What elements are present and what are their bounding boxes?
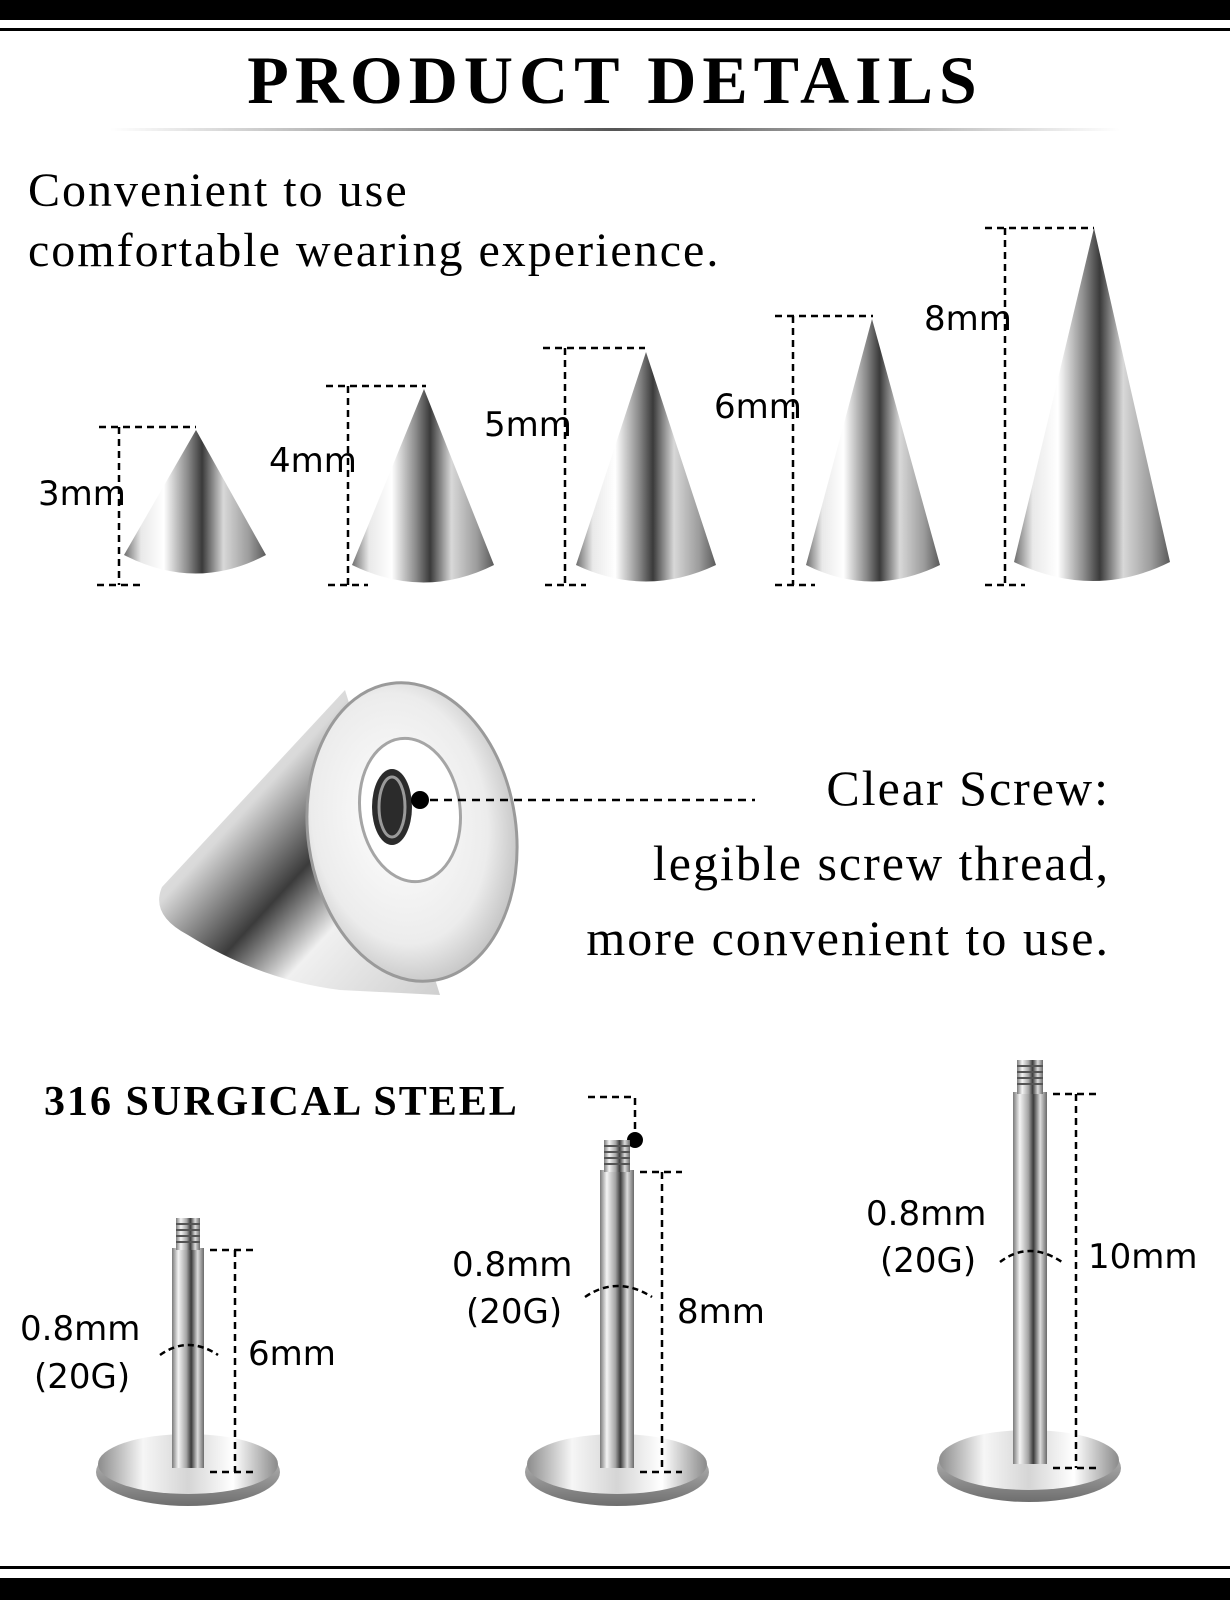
post-gauge-mm: 0.8mm [866, 1194, 987, 1234]
post-length: 10mm [1088, 1237, 1198, 1277]
screw-feature-title: Clear Screw: [826, 760, 1110, 816]
page-title: PRODUCT DETAILS [247, 42, 983, 118]
spike-4mm [269, 386, 494, 585]
post-gauge-g: (20G) [880, 1241, 977, 1281]
spike-5mm [484, 348, 716, 585]
title-underline [110, 128, 1120, 131]
post-gauge-mm: 0.8mm [452, 1245, 573, 1285]
post-thread-icon [604, 1140, 630, 1172]
top-border [0, 0, 1230, 31]
length-bracket [1053, 1094, 1098, 1468]
post-length: 8mm [677, 1292, 765, 1332]
spike-3mm [38, 427, 266, 585]
spike-size-label: 6mm [714, 387, 802, 427]
callout-dot [411, 791, 429, 809]
post-rod-icon [172, 1248, 204, 1468]
spike-8mm [924, 228, 1170, 585]
post-length: 6mm [248, 1334, 336, 1374]
bottom-border [0, 1566, 1230, 1600]
post-rod-icon [1013, 1092, 1047, 1464]
labret-post-6mm [20, 1218, 336, 1506]
spike-cone-icon [124, 430, 266, 574]
spike-size-label: 3mm [38, 474, 126, 514]
material-label: 316 SURGICAL STEEL [44, 1079, 519, 1125]
spike-cone-icon [806, 319, 940, 582]
length-bracket [640, 1172, 682, 1472]
spike-cone-icon [1014, 228, 1170, 581]
spike-cone-icon [576, 352, 716, 582]
spike-size-label: 8mm [924, 299, 1012, 339]
labret-post-8mm [452, 1140, 765, 1506]
post-gauge-g: (20G) [466, 1292, 563, 1332]
spike-size-label: 4mm [269, 441, 357, 481]
spike-sizes-row [38, 228, 1170, 585]
spike-size-label: 5mm [484, 405, 572, 445]
post-gauge-mm: 0.8mm [20, 1309, 141, 1349]
intro-line-2: comfortable wearing experience. [28, 224, 721, 277]
spike-cone-icon [352, 389, 494, 583]
screw-feature-line-2: legible screw thread, [652, 835, 1110, 891]
post-gauge-g: (20G) [34, 1357, 131, 1397]
post-thread-icon [176, 1218, 200, 1250]
intro-line-1: Convenient to use [28, 164, 409, 217]
post-rod-icon [600, 1170, 634, 1468]
labret-post-10mm [866, 1060, 1198, 1502]
material-callout-line [588, 1097, 635, 1132]
screw-feature-line-3: more convenient to use. [586, 910, 1110, 966]
spike-6mm [714, 316, 940, 585]
